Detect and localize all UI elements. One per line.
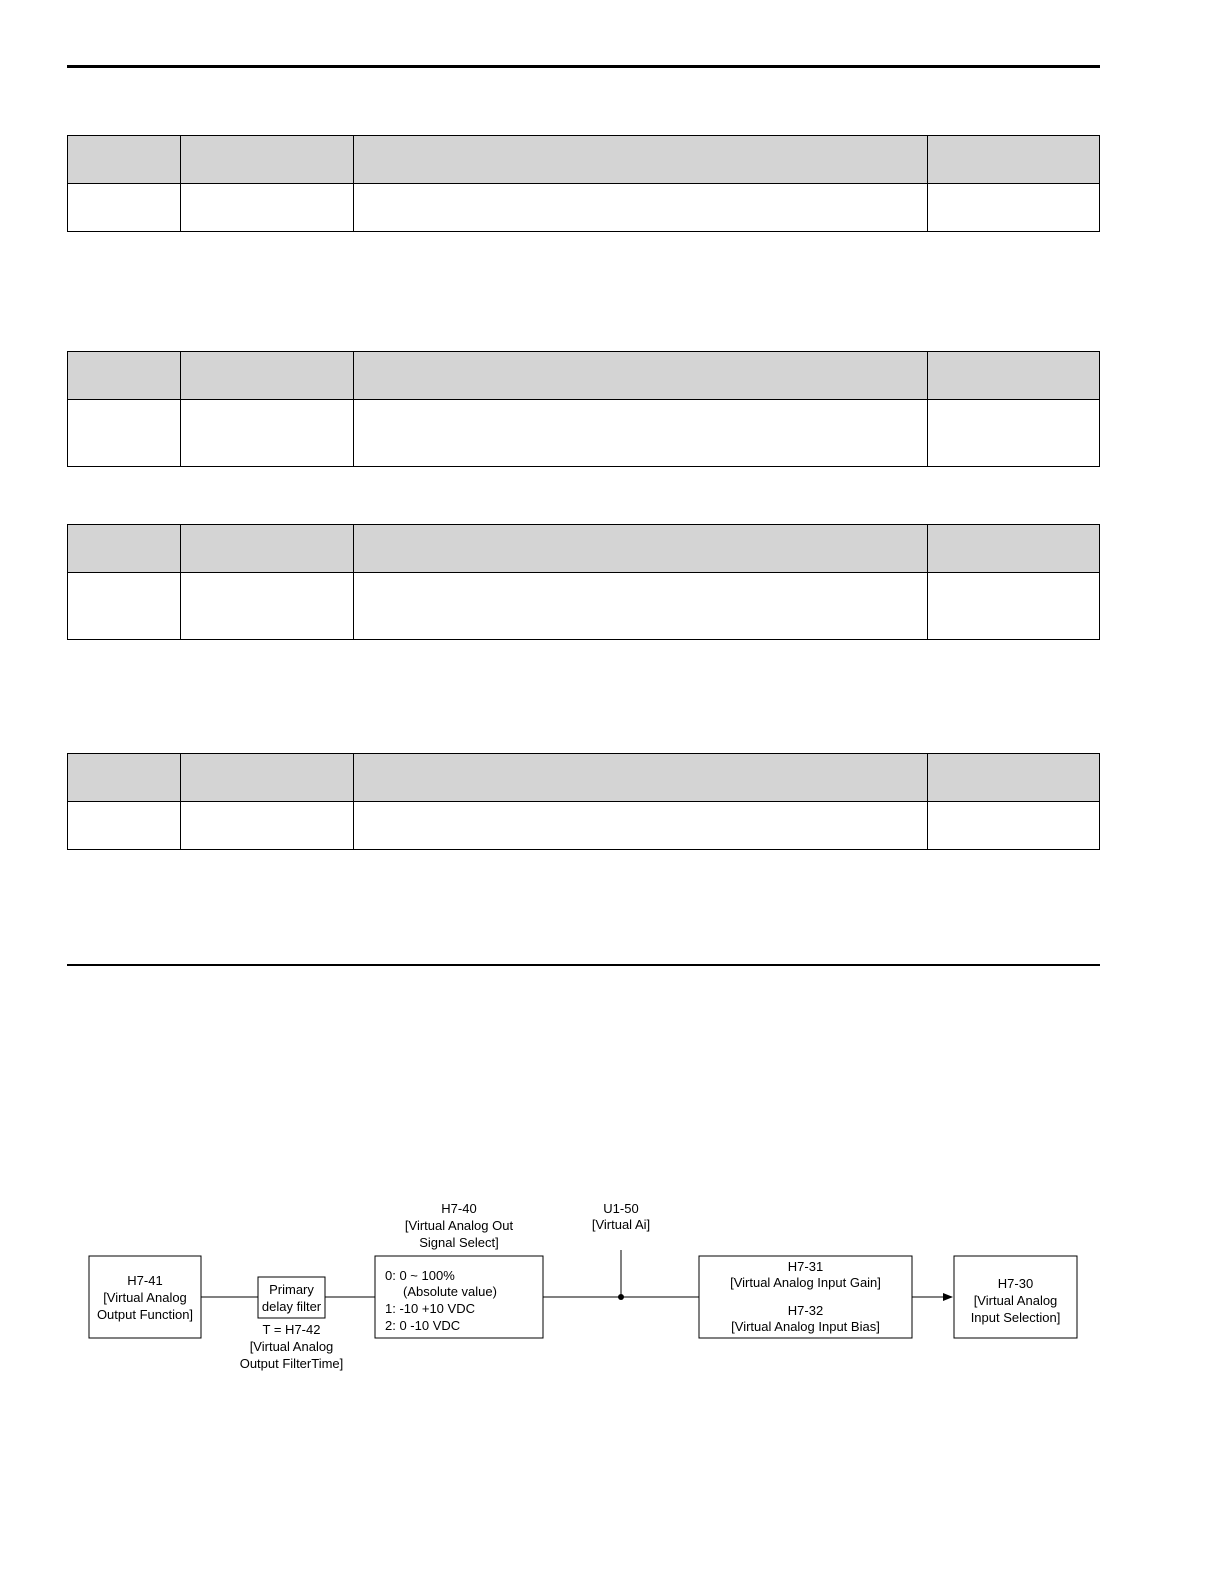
- header-cell-no: [68, 525, 181, 573]
- header-cell-description: [353, 136, 927, 184]
- table-cell: [181, 184, 353, 232]
- header-cell-default: [927, 136, 1099, 184]
- table-cell: [181, 573, 353, 640]
- output-function-block: [89, 1256, 201, 1338]
- table-cell: [68, 184, 181, 232]
- parameter-table-1: [67, 135, 1100, 232]
- func-box-line1: H7-41: [127, 1273, 163, 1288]
- header-cell-no: [68, 136, 181, 184]
- selection-box-line2: [Virtual Analog: [973, 1293, 1058, 1308]
- signal-select-block: [375, 1256, 543, 1338]
- parameter-table-2: [67, 351, 1100, 467]
- func-box-line2: [Virtual Analog: [103, 1290, 187, 1305]
- section-rule: [67, 964, 1100, 966]
- table-cell: [181, 802, 353, 850]
- filter-caption: [240, 1322, 344, 1371]
- table-row: [68, 184, 1100, 232]
- header-cell-description: [353, 525, 927, 573]
- filter-caption-line1: T = H7-42: [262, 1322, 321, 1337]
- table-cell: [181, 400, 353, 467]
- header-cell-default: [927, 352, 1099, 400]
- parameter-table-3: [67, 524, 1100, 640]
- virtual-analog-block-diagram: [0, 1190, 1224, 1390]
- table-header-row: [68, 352, 1100, 400]
- func-box-line3: Output Function]: [96, 1307, 194, 1322]
- selection-box-line1: H7-30: [997, 1276, 1034, 1291]
- monitor-caption-line2: [Virtual Ai]: [591, 1217, 651, 1232]
- header-cell-default: [927, 525, 1099, 573]
- signal-caption-line1: H7-40: [441, 1201, 477, 1216]
- table-row: [68, 400, 1100, 467]
- header-cell-no: [68, 352, 181, 400]
- filter-box-line2: delay filter: [261, 1299, 322, 1314]
- signal-box-line4: 2: 0 -10 VDC: [385, 1318, 461, 1333]
- header-cell-default: [927, 754, 1099, 802]
- signal-box-line3: 1: -10 +10 VDC: [385, 1301, 475, 1316]
- table-cell: [353, 802, 927, 850]
- header-cell-name: [181, 525, 353, 573]
- table-cell: [927, 184, 1099, 232]
- table-header-row: [68, 525, 1100, 573]
- table-cell: [353, 400, 927, 467]
- table-cell: [353, 573, 927, 640]
- table-cell: [927, 400, 1099, 467]
- primary-delay-filter-block: [258, 1277, 325, 1318]
- table-cell: [68, 400, 181, 467]
- filter-caption-line3: Output FilterTime]: [239, 1356, 344, 1371]
- table-cell: [68, 573, 181, 640]
- header-cell-description: [353, 754, 927, 802]
- gain-box-line3: H7-32: [787, 1303, 824, 1318]
- table-header-row: [68, 754, 1100, 802]
- table-row: [68, 802, 1100, 850]
- table-cell: [927, 802, 1099, 850]
- parameter-table-4: [67, 753, 1100, 850]
- gain-box-line1: H7-31: [787, 1259, 824, 1274]
- table-cell: [353, 184, 927, 232]
- monitor-caption-line1: U1-50: [603, 1201, 639, 1216]
- header-cell-no: [68, 754, 181, 802]
- signal-box-line2: (Absolute value): [403, 1284, 497, 1299]
- selection-box-line3: Input Selection]: [970, 1310, 1061, 1325]
- signal-select-caption: [405, 1201, 514, 1250]
- filter-caption-line2: [Virtual Analog: [249, 1339, 334, 1354]
- table-cell: [68, 802, 181, 850]
- header-cell-name: [181, 136, 353, 184]
- monitor-caption: [592, 1201, 650, 1232]
- gain-box-line2: [Virtual Analog Input Gain]: [730, 1275, 881, 1290]
- input-selection-block: [954, 1256, 1077, 1338]
- signal-box-line1: 0: 0 ~ 100%: [385, 1268, 455, 1283]
- table-row: [68, 573, 1100, 640]
- top-rule: [67, 65, 1100, 68]
- table-cell: [927, 573, 1099, 640]
- header-cell-name: [181, 352, 353, 400]
- gain-bias-block: [699, 1256, 912, 1338]
- filter-box-line1: Primary: [269, 1282, 314, 1297]
- header-cell-description: [353, 352, 927, 400]
- signal-caption-line3: Signal Select]: [419, 1235, 499, 1250]
- gain-box-line4: [Virtual Analog Input Bias]: [731, 1319, 880, 1334]
- signal-caption-line2: [Virtual Analog Out: [404, 1218, 514, 1233]
- junction-dot: [618, 1294, 624, 1300]
- table-header-row: [68, 136, 1100, 184]
- header-cell-name: [181, 754, 353, 802]
